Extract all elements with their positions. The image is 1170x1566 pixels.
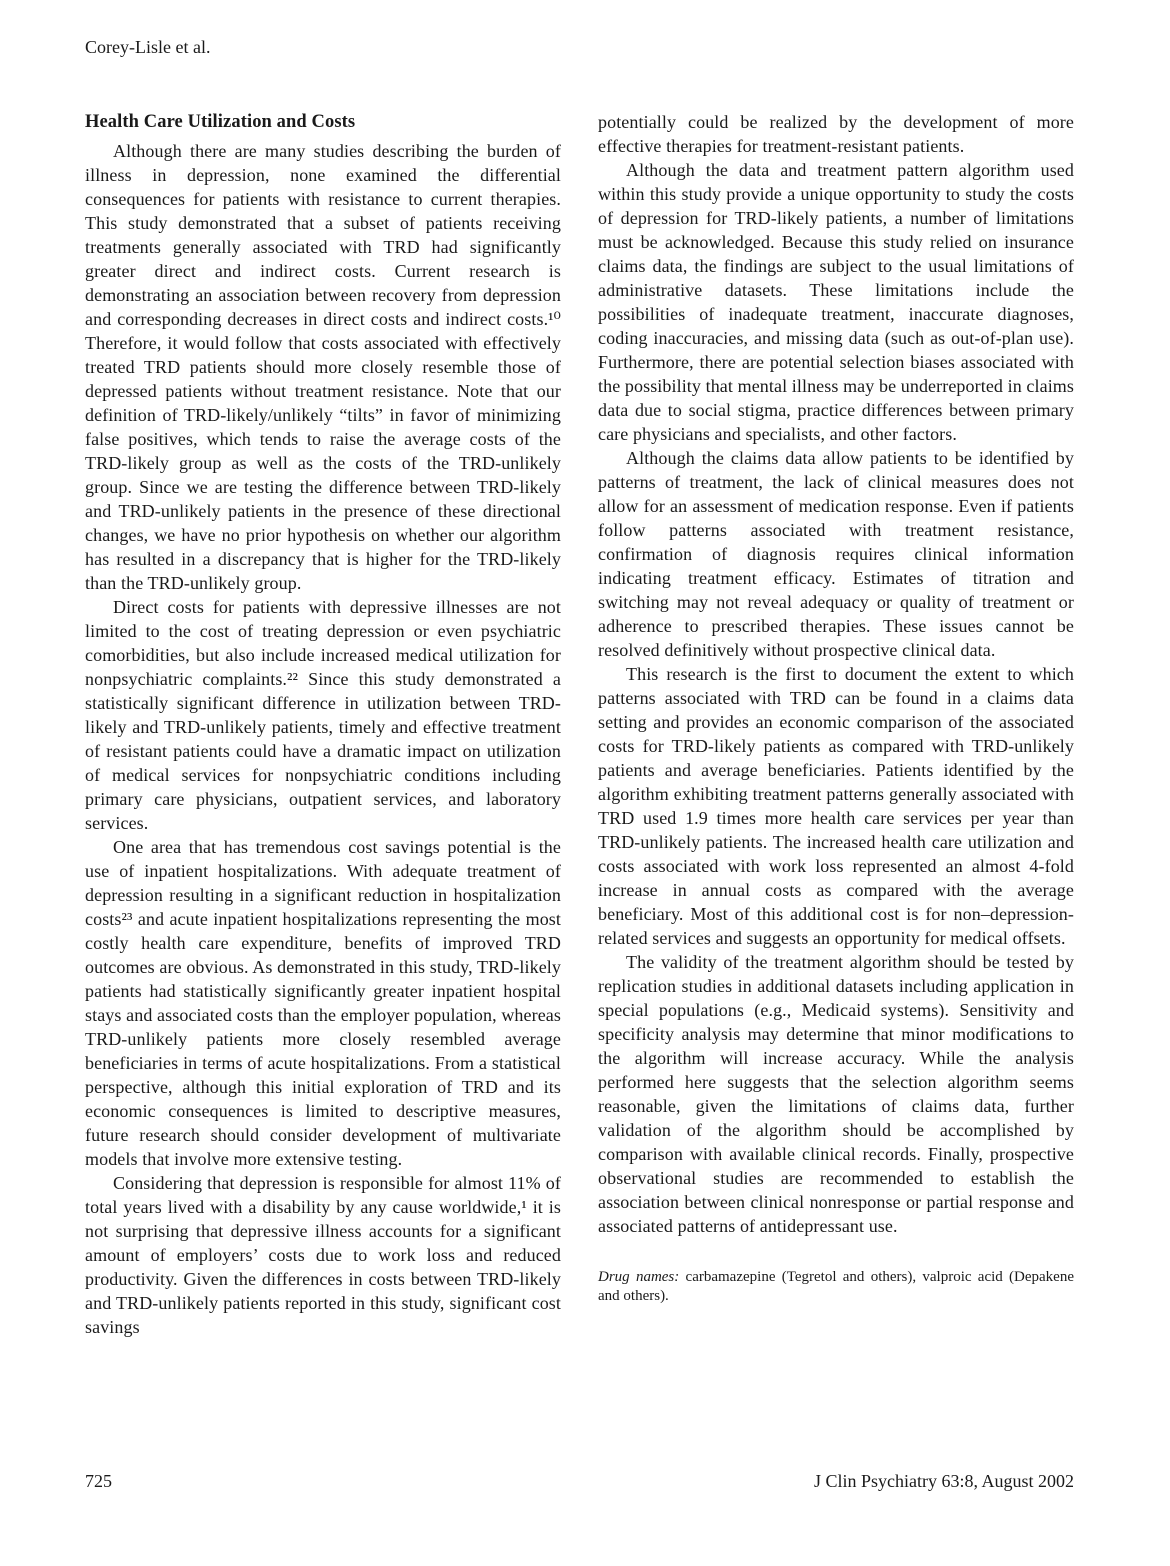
running-head: Corey-Lisle et al. [85,37,211,57]
drug-names-text: carbamazepine (Tegretol and others), valproic acid (Depakene and others). [598,1269,1075,1304]
paragraph-direct-costs: Direct costs for patients with depressive illnesses are not limited to the cost of treating depression or even psychiatric comorbidities, but also include increased medical utilization for nonpsychiatric complaints.²² Since this study demonstrated a statistically significant difference in utilization between TRD-likely and TRD-unlikely patients, timely and effective treatment of resistant patients could have a dramatic impact on utilization of medical services for nonpsychiatric conditions including primary care physicians, outpatient services, and laboratory services. [85,597,561,833]
paragraph-cost-savings-continuation: potentially could be realized by the development of more effective therapies for treatment-resistant patients. [598,112,1074,156]
section-heading: Health Care Utilization and Costs [85,112,356,132]
paragraph-first-to-document: This research is the first to document the extent to which patterns associated with TRD can be found in a claims data setting and provides an economic comparison of the associated costs for TRD-likely patients as compared with TRD-unlikely patients and average beneficiaries. Patients identified by the algorithm exhibiting treatment patterns generally associated with TRD used 1.9 times more health care services per year than TRD-unlikely patients. The increased health care utilization and costs associated with work loss represented an almost 4-fold increase in annual costs as compared with the average beneficiary. Most of this additional cost is for non–depression-related services and suggests an opportunity for medical offsets. [598,664,1074,948]
paragraph-inpatient-hospitalizations: One area that has tremendous cost savings potential is the use of inpatient hospitalizations. With adequate treatment of depression resulting in a significant reduction in hospitalization costs²³ and acute inpatient hospitalizations representing the most costly health care expenditure, benefits of improved TRD outcomes are obvious. As demonstrated in this study, TRD-likely patients had statistically significantly greater inpatient hospital stays and associated costs than the employer population, whereas TRD-unlikely patients more closely resembled average beneficiaries in terms of acute hospitalizations. From a statistical perspective, although this initial exploration of TRD and its economic consequences is limited to descriptive measures, future research should consider development of multivariate models that involve more extensive testing. [85,837,561,1169]
drug-names-label: Drug names: [598,1269,680,1285]
page-number: 725 [85,1471,112,1491]
paragraph-depression-disability: Considering that depression is responsible for almost 11% of total years lived with a disability by any cause worldwide,¹ it is not surprising that depressive illness accounts for a significant amount of employers’ costs due to work loss and reduced productivity. Given the differences in costs between TRD-likely and TRD-unlikely patients reported in this study, significant cost savings [85,1173,561,1337]
paragraph-claims-data-identification: Although the claims data allow patients to be identified by patterns of treatment, the lack of clinical measures does not allow for an assessment of medication response. Even if patients follow patterns associated with treatment resistance, confirmation of diagnosis requires clinical information indicating treatment efficacy. Estimates of titration and switching may not reveal adequacy or quality of treatment or adherence to prescribed therapies. These issues cannot be resolved definitively without prospective clinical data. [598,448,1074,660]
journal-citation: J Clin Psychiatry 63:8, August 2002 [813,1471,1074,1491]
paragraph-limitations: Although the data and treatment pattern algorithm used within this study provide a unique opportunity to study the costs of depression for TRD-likely patients, a number of limitations must be acknowledged. Because this study relied on insurance claims data, the findings are subject to the usual limitations of administrative datasets. These limitations include the possibilities of inadequate treatment, inaccurate diagnoses, coding inaccuracies, and missing data (such as out-of-plan use). Furthermore, there are potential selection biases associated with the possibility that mental illness may be underreported in claims data due to social stigma, practice differences between primary care physicians and specialists, and other factors. [598,160,1074,444]
right-column [598,110,1074,1306]
left-column [85,110,561,1339]
drug-names-footnote [598,1268,1074,1306]
paragraph-algorithm-validity: The validity of the treatment algorithm should be tested by replication studies in additional datasets including application in special populations (e.g., Medicaid systems). Sensitivity and specificity analysis may determine that minor modifications to the algorithm will increase accuracy. While the analysis performed here suggests that the selection algorithm seems reasonable, given the limitations of claims data, further validation of the algorithm should be accomplished by comparison with available clinical records. Finally, prospective observational studies are recommended to establish the association between clinical nonresponse or partial response and associated patterns of antidepressant use. [598,952,1074,1236]
paragraph-burden-of-illness: Although there are many studies describing the burden of illness in depression, none examined the differential consequences for patients with resistance to current therapies. This study demonstrated that a subset of patients receiving treatments generally associated with TRD had significantly greater direct and indirect costs. Current research is demonstrating an association between recovery from depression and corresponding decreases in direct costs and indirect costs.¹⁰ Therefore, it would follow that costs associated with effectively treated TRD patients should more closely resemble those of depressed patients without treatment resistance. Note that our definition of TRD-likely/unlikely “tilts” in favor of minimizing false positives, which tends to raise the average costs of the TRD-likely group as well as the costs of the TRD-unlikely group. Since we are testing the difference between TRD-likely and TRD-unlikely patients in the presence of these directional changes, we have no prior hypothesis on whether our algorithm has resulted in a discrepancy that is higher for the TRD-likely than the TRD-unlikely group. [85,141,561,593]
